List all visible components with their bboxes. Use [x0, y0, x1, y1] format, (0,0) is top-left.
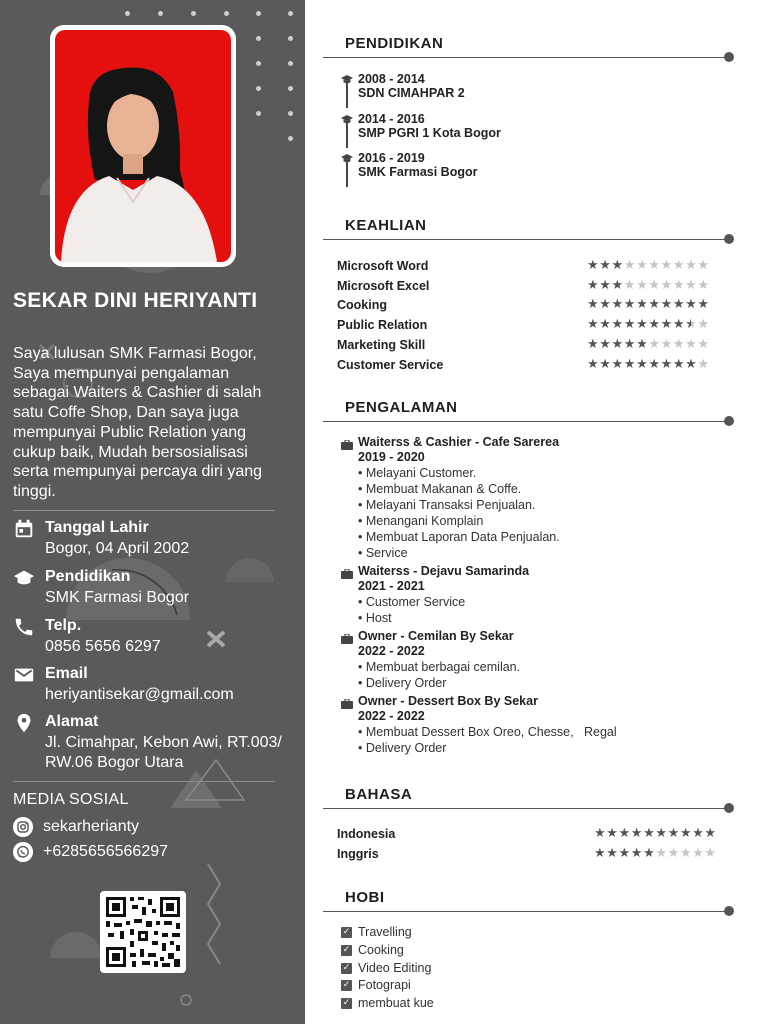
- section-rule-dot: [724, 416, 734, 426]
- star-filled-icon: ★: [611, 276, 624, 292]
- contact-value: SMK Farmasi Bogor: [45, 589, 190, 606]
- education-school: SMK Farmasi Bogor: [358, 165, 478, 179]
- star-empty-icon: ★: [672, 276, 686, 292]
- star-rating: [587, 296, 710, 312]
- graduation-cap-icon: [341, 151, 353, 161]
- experience-years: 2021 - 2021: [358, 579, 425, 593]
- location-pin-icon: [13, 712, 35, 734]
- main-content: [305, 0, 768, 1024]
- education-school: SMP PGRI 1 Kota Bogor: [358, 125, 501, 140]
- star-empty-icon: ★: [648, 335, 661, 351]
- star-empty-icon: ★: [704, 845, 717, 860]
- duty-item: • Membuat berbagai cemilan.: [358, 660, 521, 674]
- star-empty-icon: ★: [660, 335, 673, 351]
- profile-photo: [55, 30, 231, 262]
- mail-icon: [13, 664, 35, 686]
- star-filled-icon: ★: [636, 335, 649, 351]
- star-filled-icon: ★: [594, 825, 607, 840]
- star-empty-icon: ★: [667, 845, 680, 860]
- star-filled-icon: ★: [623, 316, 637, 332]
- star-empty-icon: ★: [679, 845, 693, 860]
- experience-title: Owner - Dessert Box By Sekar: [358, 694, 538, 708]
- star-filled-icon: ★: [679, 825, 693, 840]
- full-name: SEKAR DINI HERIYANTI: [13, 289, 258, 312]
- star-filled-icon: ★: [611, 335, 624, 351]
- duty-item: • Menangani Komplain: [358, 514, 484, 529]
- hobby-name: Video Editing: [358, 960, 432, 975]
- skill-name: Public Relation: [337, 318, 428, 333]
- star-filled-icon: ★: [599, 335, 612, 351]
- graduation-cap-icon: [13, 567, 35, 589]
- star-rating: [587, 316, 710, 332]
- duty-item: • Service: [358, 546, 408, 561]
- about-text: Saya lulusan SMK Farmasi Bogor, Saya mempunyai pengalaman sebagai Waiters & Cashier di salah satu Coffe Shop, Dan saya juga mempunyai Public Relation yang cukup baik, Mudah bersosialisasi serta mempunyai percaya diri yang tinggi.: [13, 345, 263, 500]
- hobby-name: membuat kue: [358, 996, 434, 1011]
- star-filled-icon: ★: [660, 296, 673, 312]
- star-empty-icon: ★: [672, 335, 686, 351]
- checkbox-checked-icon: ✓: [342, 962, 351, 973]
- star-filled-icon: ★: [611, 316, 624, 332]
- star-filled-icon: ★: [599, 296, 612, 312]
- star-filled-icon: ★: [643, 845, 656, 860]
- star-half-icon: ★: [685, 316, 698, 332]
- skill-item: [337, 276, 737, 295]
- star-filled-icon: ★: [672, 316, 686, 332]
- language-name: Indonesia: [337, 827, 396, 841]
- star-filled-icon: ★: [685, 296, 698, 312]
- section-rule: [323, 239, 728, 240]
- duty-item: • Melayani Transaksi Penjualan.: [358, 498, 536, 513]
- star-filled-icon: ★: [606, 825, 619, 840]
- star-filled-icon: ★: [636, 355, 649, 371]
- star-filled-icon: ★: [599, 355, 612, 371]
- contact-label: Tanggal Lahir: [45, 519, 149, 536]
- star-filled-icon: ★: [587, 296, 600, 312]
- star-empty-icon: ★: [660, 276, 673, 292]
- briefcase-icon: [341, 696, 353, 706]
- star-empty-icon: ★: [636, 276, 649, 292]
- star-filled-icon: ★: [648, 355, 661, 371]
- instagram-handle[interactable]: sekarherianty: [43, 818, 140, 835]
- star-filled-icon: ★: [587, 257, 600, 272]
- section-rule: [323, 57, 728, 58]
- star-filled-icon: ★: [655, 825, 668, 840]
- star-empty-icon: ★: [636, 257, 649, 272]
- section-rule-dot: [724, 803, 734, 813]
- star-empty-icon: ★: [623, 257, 637, 272]
- section-title: PENDIDIKAN: [345, 35, 444, 52]
- star-empty-icon: ★: [697, 355, 710, 371]
- duty-item: • Membuat Dessert Box Oreo, Chesse, Regal: [358, 725, 617, 739]
- education-years: 2008 - 2014: [358, 72, 425, 86]
- experience-title: Waiterss & Cashier - Cafe Sarerea: [358, 435, 560, 449]
- calendar-icon: [13, 518, 35, 540]
- star-filled-icon: ★: [667, 825, 680, 840]
- star-filled-icon: ★: [606, 845, 619, 860]
- section-rule-dot: [724, 234, 734, 244]
- section-title: HOBI: [345, 889, 385, 906]
- checkbox-checked-icon: ✓: [342, 944, 351, 955]
- star-filled-icon: ★: [611, 355, 624, 371]
- star-filled-icon: ★: [623, 355, 637, 371]
- star-filled-icon: ★: [636, 316, 649, 332]
- contact-label: Telp.: [45, 617, 82, 634]
- graduation-cap-icon: [341, 72, 353, 82]
- contact-label: Alamat: [45, 713, 99, 730]
- star-filled-icon: ★: [660, 355, 673, 371]
- star-rating: [587, 257, 710, 273]
- star-filled-icon: ★: [587, 316, 600, 332]
- star-empty-icon: ★: [685, 276, 698, 292]
- whatsapp-icon: [13, 842, 33, 862]
- star-filled-icon: ★: [636, 296, 649, 312]
- star-filled-icon: ★: [599, 257, 612, 272]
- social-title: MEDIA SOSIAL: [13, 791, 129, 808]
- star-rating: [587, 277, 710, 293]
- star-filled-icon: ★: [660, 316, 673, 332]
- star-filled-icon: ★: [672, 355, 686, 371]
- skill-item: [337, 318, 737, 334]
- briefcase-icon: [341, 631, 353, 641]
- contact-value: Jl. Cimahpar, Kebon Awi, RT.003/ RW.06 Bogor Utara: [45, 734, 282, 771]
- star-filled-icon: ★: [692, 825, 705, 840]
- skill-item: [337, 335, 737, 354]
- education-years: 2014 - 2016: [358, 111, 425, 126]
- section-title: BAHASA: [345, 786, 413, 803]
- star-empty-icon: ★: [660, 257, 673, 272]
- language-item: [337, 847, 737, 863]
- experience-years: 2019 - 2020: [358, 450, 425, 464]
- section-rule-dot: [724, 906, 734, 916]
- star-filled-icon: ★: [587, 355, 600, 371]
- star-rating: [594, 825, 717, 841]
- star-empty-icon: ★: [623, 276, 637, 292]
- experience-years: 2022 - 2022: [358, 644, 425, 658]
- star-filled-icon: ★: [704, 825, 717, 840]
- skill-item: [337, 298, 737, 314]
- hobby-name: Travelling: [358, 925, 412, 939]
- star-filled-icon: ★: [630, 845, 644, 860]
- hobby-name: Fotograpi: [358, 978, 411, 993]
- star-filled-icon: ★: [648, 316, 661, 332]
- skill-name: Customer Service: [337, 357, 444, 372]
- star-empty-icon: ★: [697, 316, 710, 332]
- graduation-cap-icon: [341, 112, 353, 122]
- star-filled-icon: ★: [643, 825, 656, 840]
- star-filled-icon: ★: [685, 355, 698, 371]
- contact-label: Email: [45, 665, 88, 682]
- phone-icon: [13, 616, 35, 638]
- contact-value: 0856 5656 6297: [45, 638, 161, 655]
- duty-item: • Delivery Order: [358, 676, 447, 691]
- star-empty-icon: ★: [685, 335, 698, 351]
- star-empty-icon: ★: [685, 257, 698, 272]
- instagram-icon: [13, 817, 33, 837]
- qr-code[interactable]: [100, 891, 186, 973]
- language-name: Inggris: [337, 847, 379, 861]
- star-filled-icon: ★: [618, 845, 631, 860]
- contact-value: Bogor, 04 April 2002: [45, 540, 190, 557]
- duty-item: • Host: [358, 611, 392, 626]
- star-filled-icon: ★: [594, 845, 607, 860]
- checkbox-checked-icon: ✓: [342, 998, 351, 1009]
- whatsapp-number[interactable]: +6285656566297: [43, 843, 169, 860]
- timeline-line: [346, 122, 348, 148]
- star-filled-icon: ★: [599, 276, 612, 292]
- star-empty-icon: ★: [672, 257, 686, 272]
- duty-item: • Customer Service: [358, 595, 466, 609]
- sidebar: [0, 0, 305, 1024]
- section-title: PENGALAMAN: [345, 399, 458, 416]
- skill-name: Microsoft Word: [337, 259, 429, 273]
- timeline-line: [346, 161, 348, 187]
- skill-name: Microsoft Excel: [337, 278, 430, 293]
- timeline-line: [346, 82, 348, 108]
- hobby-name: Cooking: [358, 942, 404, 957]
- experience-duties: [358, 465, 560, 562]
- experience-title: Waiterss - Dejavu Samarinda: [358, 564, 530, 578]
- experience-title: Owner - Cemilan By Sekar: [358, 629, 514, 643]
- star-empty-icon: ★: [655, 845, 668, 860]
- star-empty-icon: ★: [697, 335, 710, 351]
- section-rule-dot: [724, 52, 734, 62]
- briefcase-icon: [341, 437, 353, 447]
- checkbox-checked-icon: ✓: [342, 927, 351, 937]
- experience-duties: [358, 659, 520, 691]
- star-filled-icon: ★: [618, 825, 631, 840]
- duty-item: • Membuat Laporan Data Penjualan.: [358, 530, 560, 545]
- section-rule: [323, 808, 728, 809]
- star-filled-icon: ★: [623, 335, 637, 351]
- duty-item: • Membuat Makanan & Coffe.: [358, 482, 522, 497]
- star-empty-icon: ★: [697, 276, 710, 292]
- skill-item: [337, 355, 737, 374]
- divider: [13, 781, 275, 782]
- star-filled-icon: ★: [611, 257, 624, 272]
- contact-value: heriyantisekar@gmail.com: [45, 686, 234, 703]
- language-item: [337, 827, 737, 843]
- experience-duties: [358, 594, 465, 626]
- profile-photo-frame: [50, 25, 236, 267]
- checkbox-checked-icon: ✓: [342, 980, 351, 991]
- section-title: KEAHLIAN: [345, 217, 427, 234]
- star-empty-icon: ★: [648, 257, 661, 272]
- star-rating: [587, 336, 710, 352]
- section-rule: [323, 911, 728, 912]
- star-empty-icon: ★: [697, 257, 710, 272]
- star-empty-icon: ★: [648, 276, 661, 292]
- star-rating: [594, 845, 717, 861]
- star-filled-icon: ★: [648, 296, 661, 312]
- skill-name: Marketing Skill: [337, 337, 426, 352]
- experience-years: 2022 - 2022: [358, 709, 425, 723]
- skill-name: Cooking: [337, 298, 387, 313]
- duty-item: • Melayani Customer.: [358, 466, 477, 480]
- star-filled-icon: ★: [599, 316, 612, 332]
- star-filled-icon: ★: [630, 825, 644, 840]
- star-filled-icon: ★: [672, 296, 686, 312]
- skill-item: [337, 259, 737, 275]
- education-school: SDN CIMAHPAR 2: [358, 86, 465, 100]
- duty-item: • Delivery Order: [358, 741, 447, 756]
- star-filled-icon: ★: [623, 296, 637, 312]
- experience-duties: [358, 724, 617, 756]
- star-filled-icon: ★: [611, 296, 624, 312]
- star-filled-icon: ★: [587, 276, 600, 292]
- section-rule: [323, 421, 728, 422]
- education-years: 2016 - 2019: [358, 151, 425, 165]
- star-empty-icon: ★: [692, 845, 705, 860]
- star-filled-icon: ★: [697, 296, 710, 312]
- star-rating: [587, 356, 710, 372]
- star-filled-icon: ★: [587, 335, 600, 351]
- contact-label: Pendidikan: [45, 568, 131, 585]
- briefcase-icon: [341, 566, 353, 576]
- divider: [13, 510, 275, 511]
